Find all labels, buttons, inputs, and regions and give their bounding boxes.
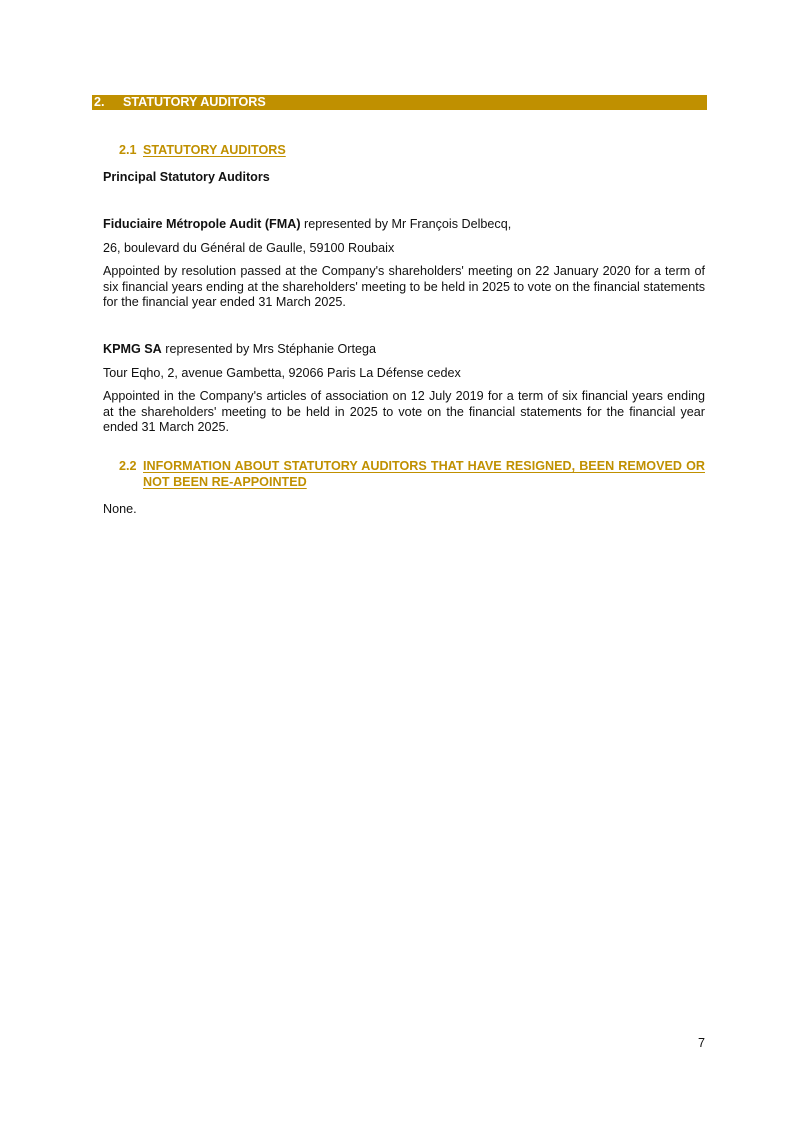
principal-auditors-heading: Principal Statutory Auditors	[103, 170, 270, 184]
auditor2-appointment: Appointed in the Company's articles of association on 12 July 2019 for a term of six financial years ending at the shareholders' meeting to be held in 2025 to vote on the financial statements for the financial year ended 31 March 2025.	[103, 389, 705, 434]
auditor2-line	[103, 342, 705, 358]
subsection-heading-2-1	[119, 142, 705, 158]
auditor2-address: Tour Eqho, 2, avenue Gambetta, 92066 Paris La Défense cedex	[103, 366, 461, 380]
auditor1-appointment: Appointed by resolution passed at the Company's shareholders' meeting on 22 January 2020 for a term of six financial years ending at the shareholders' meeting to be held in 2025 to vote on the financial statements for the financial year ended 31 March 2025.	[103, 264, 705, 309]
subsection-number: 2.2	[119, 459, 137, 473]
auditor1-representative: represented by Mr François Delbecq,	[300, 217, 512, 231]
auditor1-line	[103, 217, 705, 233]
subsection-heading-2-2	[119, 458, 705, 490]
subsection-title: STATUTORY AUDITORS	[143, 143, 286, 157]
section-title: STATUTORY AUDITORS	[123, 95, 266, 109]
auditor2-representative: represented by Mrs Stéphanie Ortega	[161, 342, 376, 356]
auditor1-address: 26, boulevard du Général de Gaulle, 59100 Roubaix	[103, 241, 395, 255]
auditor1-name: Fiduciaire Métropole Audit (FMA)	[103, 217, 301, 231]
section-heading	[92, 95, 707, 110]
page-number: 7	[697, 1036, 705, 1050]
subsection-title: INFORMATION ABOUT STATUTORY AUDITORS THAT HAVE RESIGNED, BEEN REMOVED OR NOT BEEN RE-APPOINTED	[143, 459, 705, 489]
none-text: None.	[103, 502, 137, 516]
section-number: 2.	[94, 95, 105, 109]
subsection-number: 2.1	[119, 143, 137, 157]
auditor2-name: KPMG SA	[103, 342, 162, 356]
